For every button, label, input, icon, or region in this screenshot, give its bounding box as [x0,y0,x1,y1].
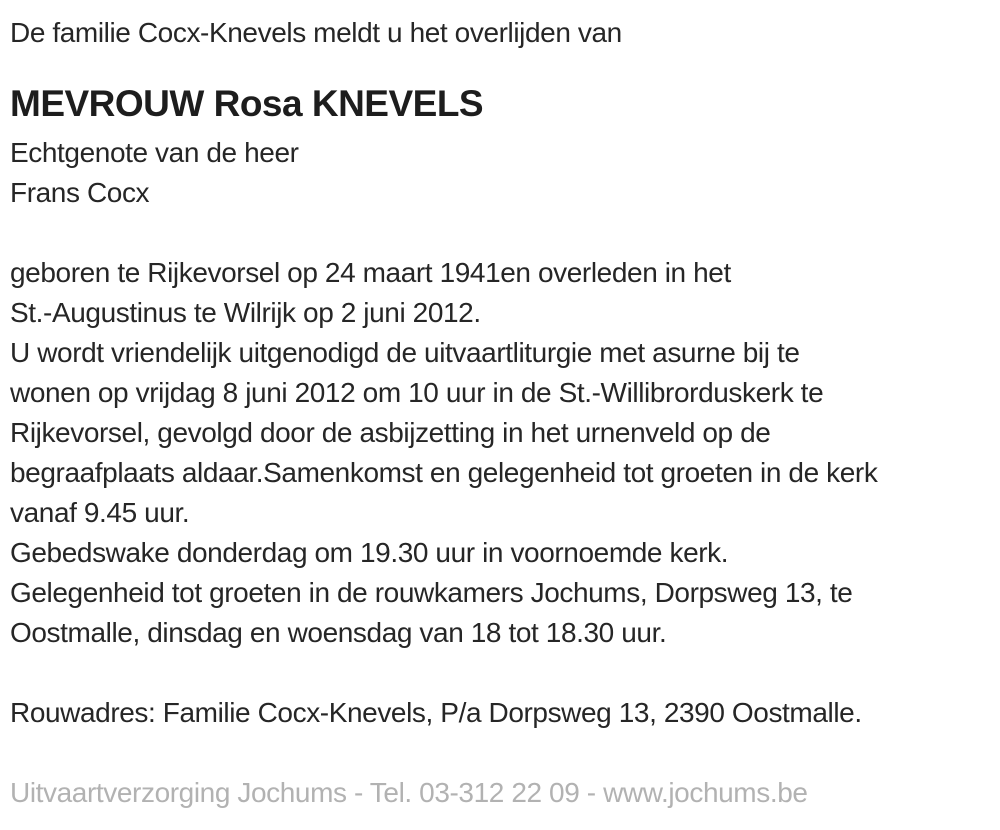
spouse-name-line: Frans Cocx [10,177,150,208]
body-line: Gebedswake donderdag om 19.30 uur in voornoemde kerk. [10,537,729,568]
body-line: St.-Augustinus te Wilrijk op 2 juni 2012. [10,297,481,328]
body-line: vanaf 9.45 uur. [10,497,190,528]
intro-line: De familie Cocx-Knevels meldt u het overlijden van [10,17,622,48]
body-line: begraafplaats aldaar.Samenkomst en gelegenheid tot groeten in de kerk [10,457,878,488]
body-line: Gelegenheid tot groeten in de rouwkamers Jochums, Dorpsweg 13, te [10,577,853,608]
body-line: wonen op vrijdag 8 juni 2012 om 10 uur in de St.-Willibrorduskerk te [10,377,824,408]
deceased-name-heading: MEVROUW Rosa KNEVELS [10,83,484,124]
mourning-address-line: Rouwadres: Familie Cocx-Knevels, P/a Dorpsweg 13, 2390 Oostmalle. [10,697,862,728]
body-line: Oostmalle, dinsdag en woensdag van 18 tot 18.30 uur. [10,617,667,648]
announcement-body [10,253,990,653]
funeral-home-footer: Uitvaartverzorging Jochums - Tel. 03-312 22 09 - www.jochums.be [10,777,808,808]
relation-line: Echtgenote van de heer [10,137,299,168]
body-line: Rijkevorsel, gevolgd door de asbijzetting in het urnenveld op de [10,417,771,448]
body-line: geboren te Rijkevorsel op 24 maart 1941en overleden in het [10,257,731,288]
body-line: U wordt vriendelijk uitgenodigd de uitvaartliturgie met asurne bij te [10,337,800,368]
